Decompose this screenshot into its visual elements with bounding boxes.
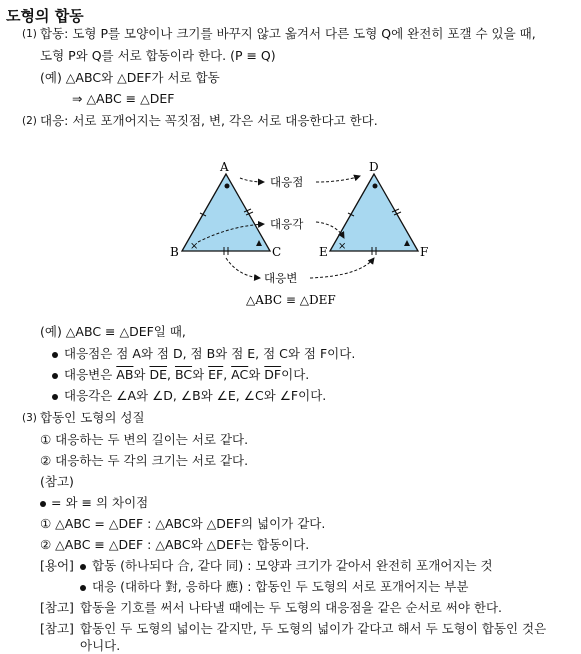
congruence-example-result: ⇒ △ABC ≡ △DEF — [72, 91, 175, 106]
difference-congruent: ② △ABC ≡ △DEF : △ABC와 △DEF는 합동이다. — [40, 537, 310, 552]
congruence-example: (예) △ABC와 △DEF가 서로 합동 — [40, 70, 220, 85]
term-congruence: [용어] 합동 (하나되다 合, 같다 同) : 모양과 크기가 같아서 완전히 포개어지는 것 — [40, 558, 493, 573]
properties-heading: 합동인 도형의 성질 — [40, 410, 145, 425]
vertex-e-label: E — [319, 245, 328, 259]
vertex-arrow-right — [316, 176, 360, 182]
side-arrow-right — [310, 258, 374, 278]
vertex-f-label: F — [420, 245, 429, 259]
terms-tag: [용어] — [40, 558, 74, 573]
angle-d-mark — [373, 184, 378, 189]
vertex-arrow-left — [240, 178, 264, 182]
difference-equal: ① △ABC = △DEF : △ABC와 △DEF의 넓이가 같다. — [40, 516, 326, 531]
angle-a-mark — [225, 184, 230, 189]
difference-heading: = 와 ≡ 의 차이점 — [40, 495, 148, 511]
angle-b-mark: × — [190, 241, 199, 252]
bullet-dot — [80, 585, 86, 591]
note-area-line-2: 아니다. — [80, 638, 121, 653]
congruent-triangles-diagram — [160, 158, 440, 310]
section-2-number: (2) — [22, 115, 37, 127]
vertex-c-label: C — [272, 245, 282, 259]
congruence-definition-line-2: 도형 P와 Q를 서로 합동이라 한다. (P ≡ Q) — [40, 48, 276, 63]
example-heading: (예) △ABC ≡ △DEF일 때, — [40, 324, 186, 339]
section-1-number: (1) — [22, 28, 37, 40]
term-correspondence: 대응 (대하다 對, 응하다 應) : 합동인 두 도형의 서로 포개어지는 부분 — [80, 579, 468, 595]
bullet-dot — [40, 501, 46, 507]
congruence-definition-line-1: 합동: 도형 P를 모양이나 크기를 바꾸지 않고 옮겨서 다른 도형 Q에 완전히 포갤 수 있을 때, — [40, 26, 536, 41]
note-tag: [참고] — [40, 621, 74, 636]
example-bullet-angles: 대응각은 ∠A와 ∠D, ∠B와 ∠E, ∠C와 ∠F이다. — [52, 388, 326, 404]
vertex-a-label: A — [220, 160, 229, 174]
note-symbol-order: [참고] 합동을 기호를 써서 나타낼 때에는 두 도형의 대응점을 같은 순서로 써야 한다. — [40, 600, 503, 615]
example-bullet-vertices: 대응점은 점 A와 점 D, 점 B와 점 E, 점 C와 점 F이다. — [52, 346, 355, 362]
side-arrow-left — [226, 258, 260, 278]
section-3-number: (3) — [22, 412, 37, 424]
angle-e-mark: × — [338, 241, 347, 252]
vertex-d-label: D — [369, 160, 379, 174]
note-area-line-1: [참고] 합동인 두 도형의 넓이는 같지만, 두 도형의 넓이가 같다고 해서 두 도형이 합동인 것은 — [40, 621, 547, 636]
property-2: ② 대응하는 두 각의 크기는 서로 같다. — [40, 453, 249, 468]
reference-tag: (참고) — [40, 474, 74, 489]
vertex-b-label: B — [170, 245, 179, 259]
corresponding-angle-label: 대응각 — [270, 217, 304, 231]
note-tag: [참고] — [40, 600, 74, 615]
bullet-dot — [52, 394, 58, 400]
bullet-dot — [80, 564, 86, 570]
corresponding-side-label: 대응변 — [264, 271, 298, 285]
diagram-caption: △ABC ≡ △DEF — [246, 293, 336, 307]
correspondence-definition: 대응: 서로 포개어지는 꼭짓점, 변, 각은 서로 대응한다고 한다. — [40, 113, 378, 128]
bullet-dot — [52, 352, 58, 358]
property-1: ① 대응하는 두 변의 길이는 서로 같다. — [40, 432, 249, 447]
corresponding-vertex-label: 대응점 — [270, 175, 304, 189]
bullet-dot — [52, 373, 58, 379]
example-bullet-sides: 대응변은 $\overline{AB}$와 $\overline{DE}$, $\overline{BC}$와 $\overline{EF}$, $\overline{AC}$와 $\overline{DF}$이다. — [52, 367, 309, 383]
page-title: 도형의 합동 — [6, 7, 84, 25]
